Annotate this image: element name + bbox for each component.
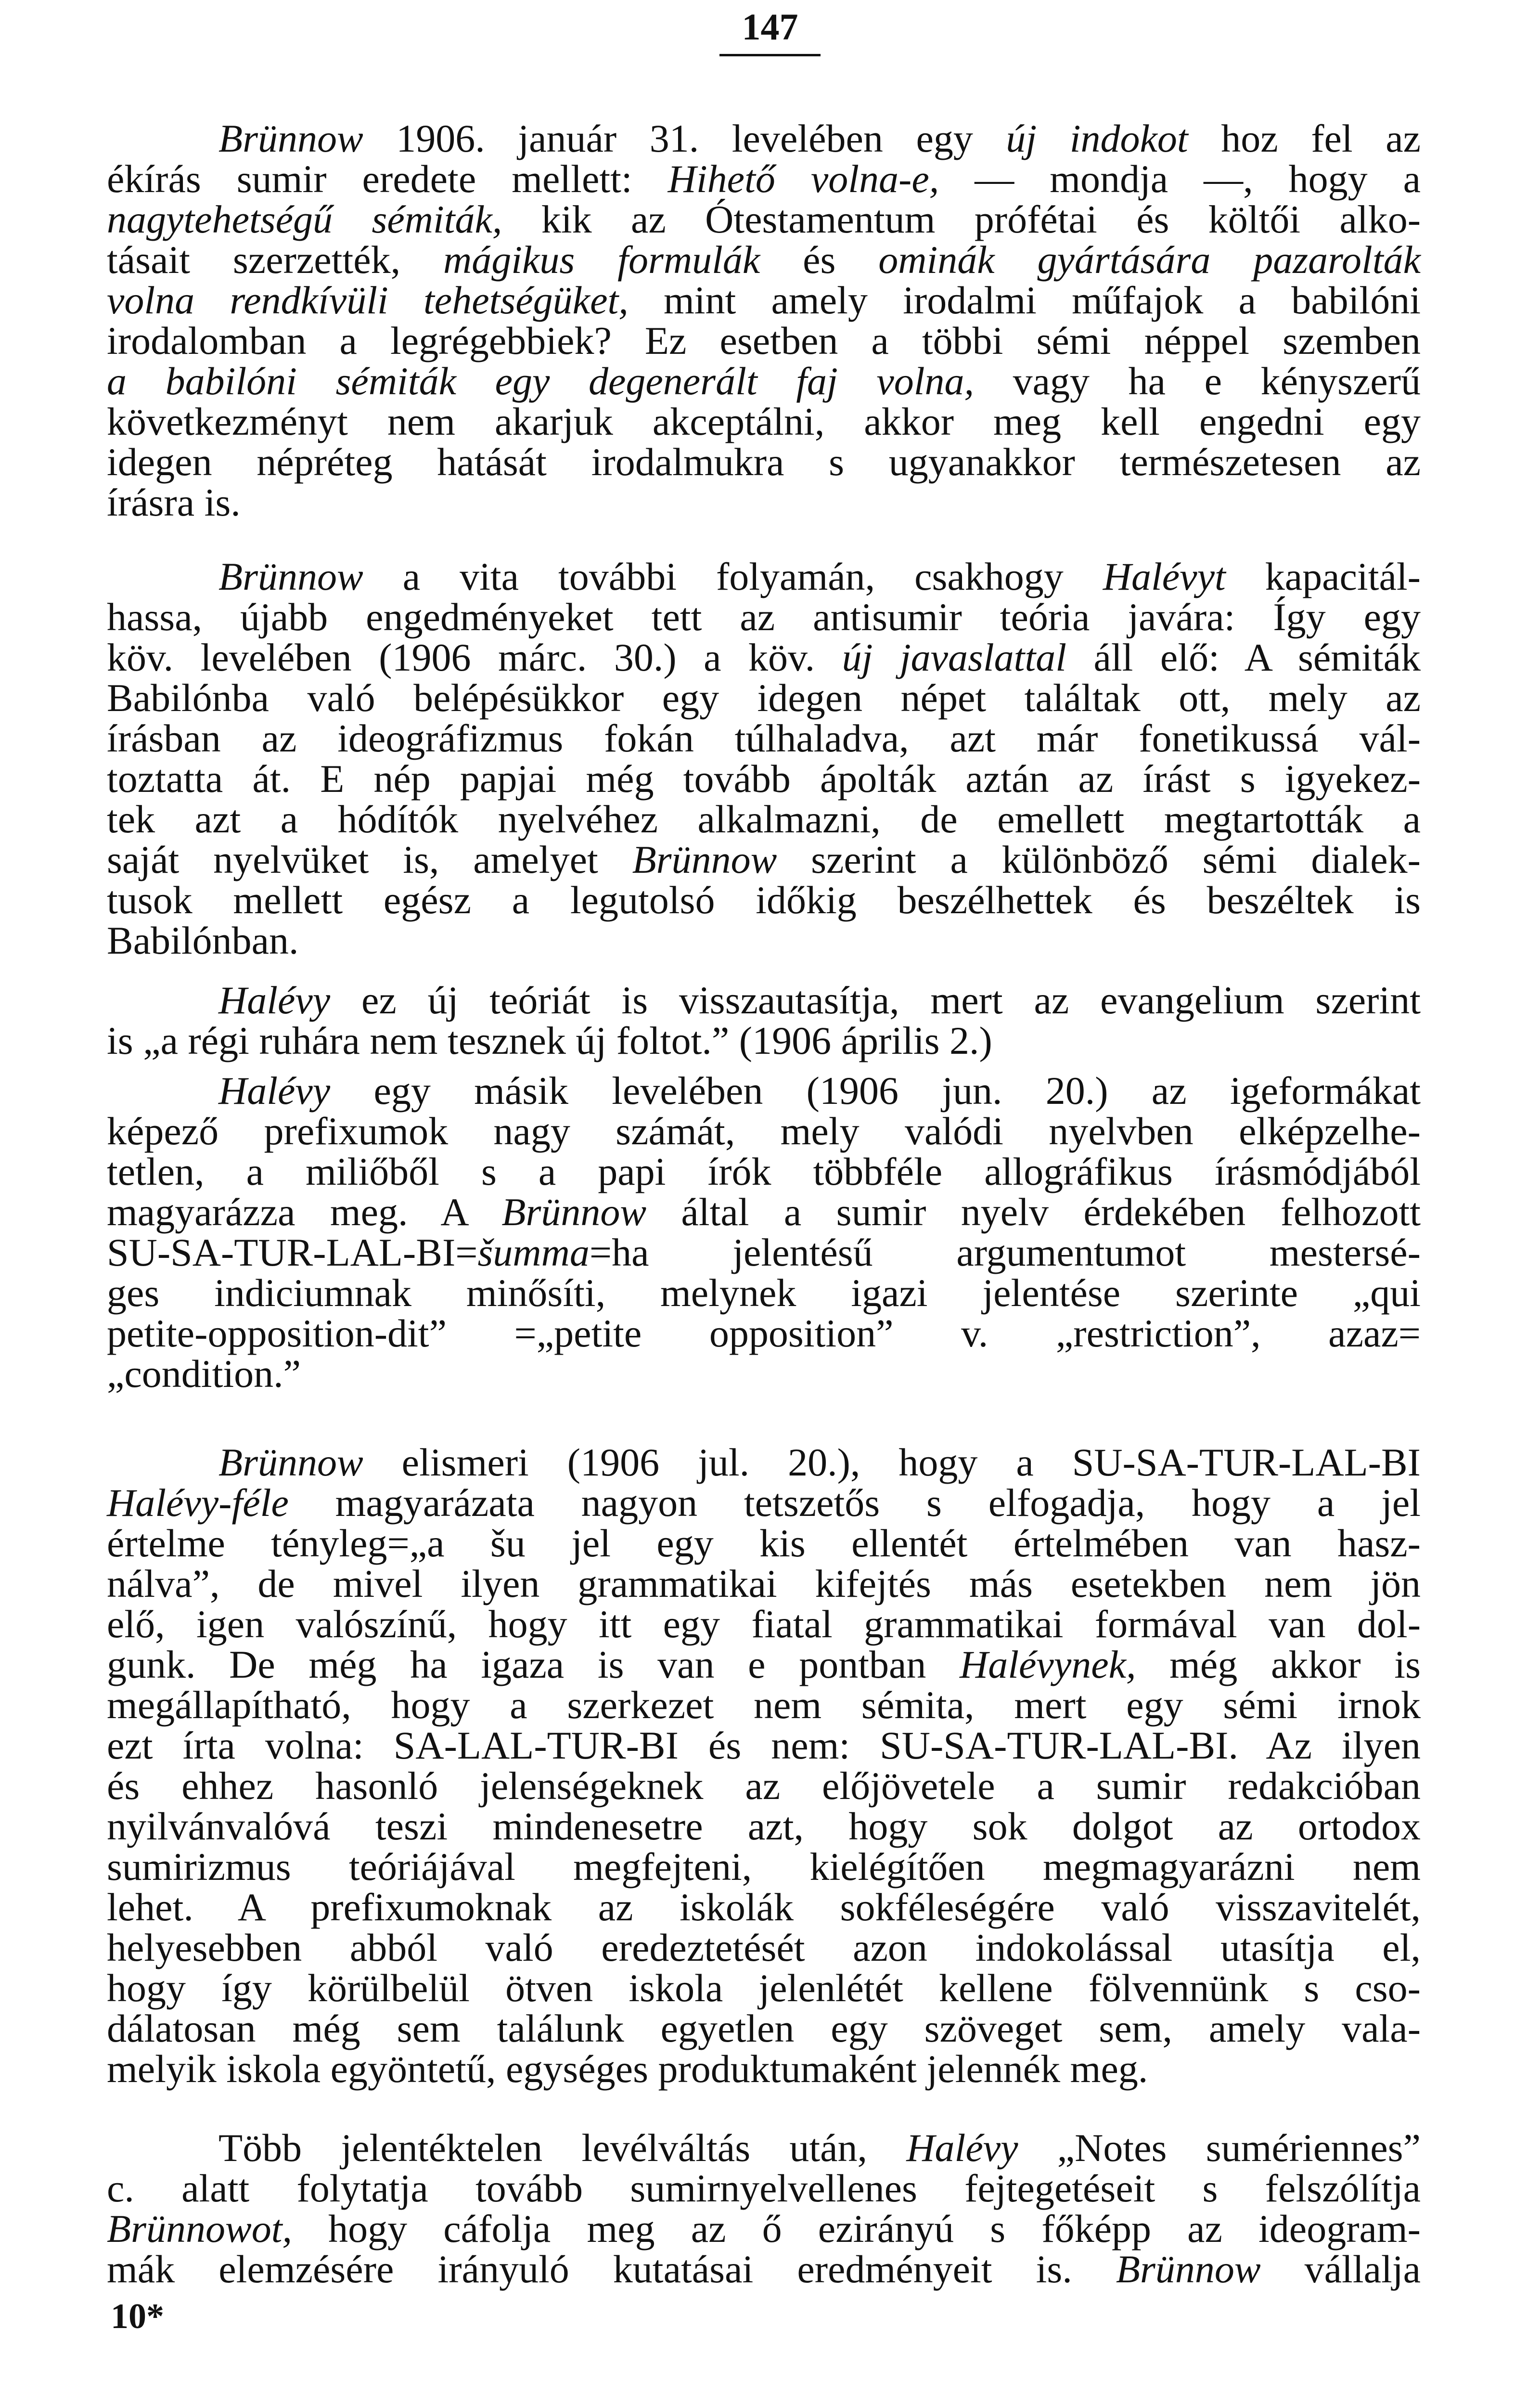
text-run: irodalomban a legrégebbiek? Ez esetben a többi sémi néppel szemben <box>107 319 1421 362</box>
text-line <box>107 718 1421 759</box>
text-run: sumirizmus teóriájával megfejteni, kielégítően megmagyarázni nem <box>107 1845 1421 1889</box>
text-run: hogy cáfolja meg az ő ezirányú s főképp az ideogram- <box>292 2207 1421 2251</box>
text-run: Babilónba való belépésükkor egy idegen népet találtak ott, mely az <box>107 676 1421 720</box>
text-run: tusok mellett egész a legutolsó időkig beszélhettek és beszéltek is <box>107 878 1421 922</box>
text-run: hassa, újabb engedményeket tett az antisumir teória javára: Így egy <box>107 595 1421 639</box>
text-run: mák elemzésére irányuló kutatásai eredményeit is. <box>107 2247 1116 2291</box>
text-run: köv. levelében (1906 márc. 30.) a köv. <box>107 635 842 679</box>
text-run: gunk. De még ha igaza is van e pontban <box>107 1643 960 1686</box>
text-line <box>107 556 1421 597</box>
italic-text: mágikus formulák <box>443 238 760 282</box>
italic-text: Halévyt <box>1103 555 1226 598</box>
text-line <box>107 321 1421 361</box>
text-run: megállapítható, hogy a szerkezet nem sémita, mert egy sémi irnok <box>107 1683 1421 1727</box>
text-run: értelme tényleg=„a šu jel egy kis ellentét értelmében van hasz- <box>107 1521 1421 1565</box>
italic-text: ominák gyártására pazarolták <box>878 238 1421 282</box>
text-run: kapacitál- <box>1225 555 1421 598</box>
text-run: által a sumir nyelv érdekében felhozott <box>646 1190 1421 1234</box>
text-line <box>107 2168 1421 2209</box>
page-header <box>0 0 1540 79</box>
text-run: — mondja —, hogy a <box>939 157 1421 201</box>
text-run: tetlen, a miliőből s a papi írók többféle allográfikus írásmódjából <box>107 1150 1421 1193</box>
text-line <box>107 1766 1421 1806</box>
italic-text: nagytehetségű sémiták, <box>107 197 502 241</box>
text-line <box>107 1354 1421 1394</box>
body-text <box>0 79 1540 2290</box>
italic-text: Halévy <box>906 2126 1018 2170</box>
text-line <box>107 2128 1421 2168</box>
text-run: ezt írta volna: SA-LAL-TUR-BI és nem: SU-SA-TUR-LAL-BI. Az ilyen <box>107 1723 1421 1767</box>
text-line <box>107 159 1421 199</box>
text-run: ez új teóriát is visszautasítja, mert az evangelium szerint <box>330 978 1421 1022</box>
italic-text: új indokot <box>1006 116 1188 160</box>
paragraph <box>107 118 1421 523</box>
text-run: elismeri (1906 jul. 20.), hogy a SU-SA-TUR-LAL-BI <box>363 1440 1421 1484</box>
text-line <box>107 1313 1421 1354</box>
italic-text: új javaslattal <box>842 635 1067 679</box>
text-line <box>107 1111 1421 1152</box>
text-line <box>107 1564 1421 1604</box>
text-line <box>107 1021 1421 1061</box>
text-run: „Notes sumériennes” <box>1018 2126 1421 2170</box>
text-run: hoz fel az <box>1188 116 1421 160</box>
italic-text: šumma <box>477 1230 590 1274</box>
text-run: még akkor is <box>1136 1643 1421 1686</box>
italic-text: Brünnowot, <box>107 2207 292 2251</box>
text-run: és <box>760 238 879 282</box>
text-line <box>107 361 1421 401</box>
text-line <box>107 1152 1421 1192</box>
text-run: nyilvánvalóvá teszi mindenesetre azt, hogy sok dolgot az ortodox <box>107 1804 1421 1848</box>
text-line <box>107 840 1421 880</box>
text-run: saját nyelvüket is, amelyet <box>107 838 632 881</box>
text-run: képező prefixumok nagy számát, mely valódi nyelvben elképzelhe- <box>107 1109 1421 1153</box>
text-run: 1906. január 31. levelében egy <box>363 116 1006 160</box>
text-run: nálva”, de mivel ilyen grammatikai kifejtés más esetekben nem jön <box>107 1562 1421 1605</box>
paragraph <box>107 1071 1421 1394</box>
text-line <box>107 1071 1421 1111</box>
text-run: áll elő: A sémiták <box>1066 635 1421 679</box>
text-line <box>107 1847 1421 1887</box>
text-line <box>107 1523 1421 1564</box>
text-run: hogy így körülbelül ötven iskola jelenlétét kellene fölvennünk s cso- <box>107 1966 1421 2010</box>
text-run: lehet. A prefixumoknak az iskolák sokféleségére való visszavitelét, <box>107 1885 1421 1929</box>
text-run: =ha jelentésű argumentumot mestersé- <box>589 1230 1421 1274</box>
text-run: ges indiciumnak minősíti, melynek igazi jelentése szerinte „qui <box>107 1271 1421 1315</box>
text-line <box>107 637 1421 678</box>
text-run: Babilónban. <box>107 919 299 962</box>
text-run: mint amely irodalmi műfajok a babilóni <box>628 278 1421 322</box>
text-line <box>107 2049 1421 2089</box>
text-line <box>107 678 1421 718</box>
paragraph <box>107 1442 1421 2089</box>
text-run: szerint a különböző sémi dialek- <box>777 838 1421 881</box>
text-line <box>107 2209 1421 2249</box>
text-line <box>107 280 1421 321</box>
text-run: egy másik levelében (1906 jun. 20.) az igeformákat <box>330 1069 1421 1113</box>
text-line <box>107 1968 1421 2008</box>
text-line <box>107 1604 1421 1644</box>
italic-text: Halévy <box>218 978 331 1022</box>
text-run: petite-opposition-dit” =„petite opposition” v. „restriction”, azaz= <box>107 1311 1421 1355</box>
text-line <box>107 240 1421 280</box>
text-run: SU-SA-TUR-LAL-BI= <box>107 1230 478 1274</box>
text-line <box>107 482 1421 523</box>
text-run: vállalja <box>1260 2247 1421 2291</box>
page-number: 147 <box>742 6 798 48</box>
text-run: ékírás sumir eredete mellett: <box>107 157 668 201</box>
text-line <box>107 1887 1421 1928</box>
text-run: dálatosan még sem találunk egyetlen egy szöveget sem, amely vala- <box>107 2006 1421 2050</box>
text-line <box>107 1725 1421 1766</box>
italic-text: Brünnow <box>218 1440 363 1484</box>
text-line <box>107 1442 1421 1483</box>
text-run: írásra is. <box>107 480 241 524</box>
text-run: magyarázata nagyon tetszetős s elfogadja, hogy a jel <box>288 1481 1421 1525</box>
italic-text: Hihető volna-e, <box>667 157 939 201</box>
text-run: „condition.” <box>107 1352 301 1396</box>
paragraph <box>107 980 1421 1061</box>
italic-text: Brünnow <box>218 116 363 160</box>
text-line <box>107 880 1421 920</box>
text-line <box>107 597 1421 637</box>
italic-text: a babilóni sémiták egy degenerált faj volna, <box>107 359 975 403</box>
italic-text: Brünnow <box>632 838 777 881</box>
text-line <box>107 980 1421 1021</box>
text-line <box>107 799 1421 840</box>
text-run: toztatta át. E nép papjai még tovább ápolták aztán az írást s igyekez- <box>107 757 1421 801</box>
text-run: magyarázza meg. A <box>107 1190 502 1234</box>
text-line <box>107 118 1421 159</box>
text-line <box>107 1806 1421 1847</box>
text-line <box>107 199 1421 240</box>
text-run: tek azt a hódítók nyelvéhez alkalmazni, de emellett megtartották a <box>107 797 1421 841</box>
text-line <box>107 1685 1421 1725</box>
text-line <box>107 1928 1421 1968</box>
text-run: is „a régi ruhára nem tesznek új foltot.” (1906 április 2.) <box>107 1019 992 1062</box>
italic-text: Halévynek, <box>960 1643 1136 1686</box>
text-run: vagy ha e kényszerű <box>974 359 1421 403</box>
text-run: idegen népréteg hatását irodalmukra s ugyanakkor természetesen az <box>107 440 1421 484</box>
paragraph <box>107 2128 1421 2290</box>
text-run: írásban az ideográfizmus fokán túlhaladva, azt már fonetikussá vál- <box>107 716 1421 760</box>
text-run: tásait szerzették, <box>107 238 444 282</box>
paragraph <box>107 556 1421 961</box>
text-line <box>107 401 1421 442</box>
italic-text: volna rendkívüli tehetségüket, <box>107 278 629 322</box>
signature-mark: 10* <box>111 2297 164 2336</box>
text-run: helyesebben abból való eredeztetését azon indokolással utasítja el, <box>107 1926 1421 1969</box>
text-line <box>107 2249 1421 2290</box>
page-number-underline <box>719 54 821 56</box>
text-line <box>107 1273 1421 1313</box>
text-line <box>107 1644 1421 1685</box>
text-run: elő, igen valószínű, hogy itt egy fiatal grammatikai formával van dol- <box>107 1602 1421 1646</box>
text-run: a vita további folyamán, csakhogy <box>363 555 1103 598</box>
text-line <box>107 2008 1421 2049</box>
text-run: melyik iskola egyöntetű, egységes produktumaként jelennék meg. <box>107 2047 1148 2091</box>
text-line <box>107 759 1421 799</box>
text-run: c. alatt folytatja tovább sumirnyelvellenes fejtegetéseit s felszólítja <box>107 2166 1421 2210</box>
text-run: Több jelentéktelen levélváltás után, <box>218 2126 907 2170</box>
text-run: következményt nem akarjuk akceptálni, akkor meg kell engedni egy <box>107 400 1421 443</box>
italic-text: Halévy-féle <box>107 1481 289 1525</box>
italic-text: Brünnow <box>218 555 363 598</box>
italic-text: Halévy <box>218 1069 331 1113</box>
italic-text: Brünnow <box>1116 2247 1261 2291</box>
italic-text: Brünnow <box>501 1190 647 1234</box>
text-line <box>107 1483 1421 1523</box>
text-line <box>107 1232 1421 1273</box>
text-line <box>107 1192 1421 1232</box>
text-line <box>107 442 1421 482</box>
text-run: és ehhez hasonló jelenségeknek az előjövetele a sumir redakcióban <box>107 1764 1421 1808</box>
text-line <box>107 920 1421 961</box>
text-run: kik az Ótestamentum prófétai és költői alko- <box>502 197 1421 241</box>
